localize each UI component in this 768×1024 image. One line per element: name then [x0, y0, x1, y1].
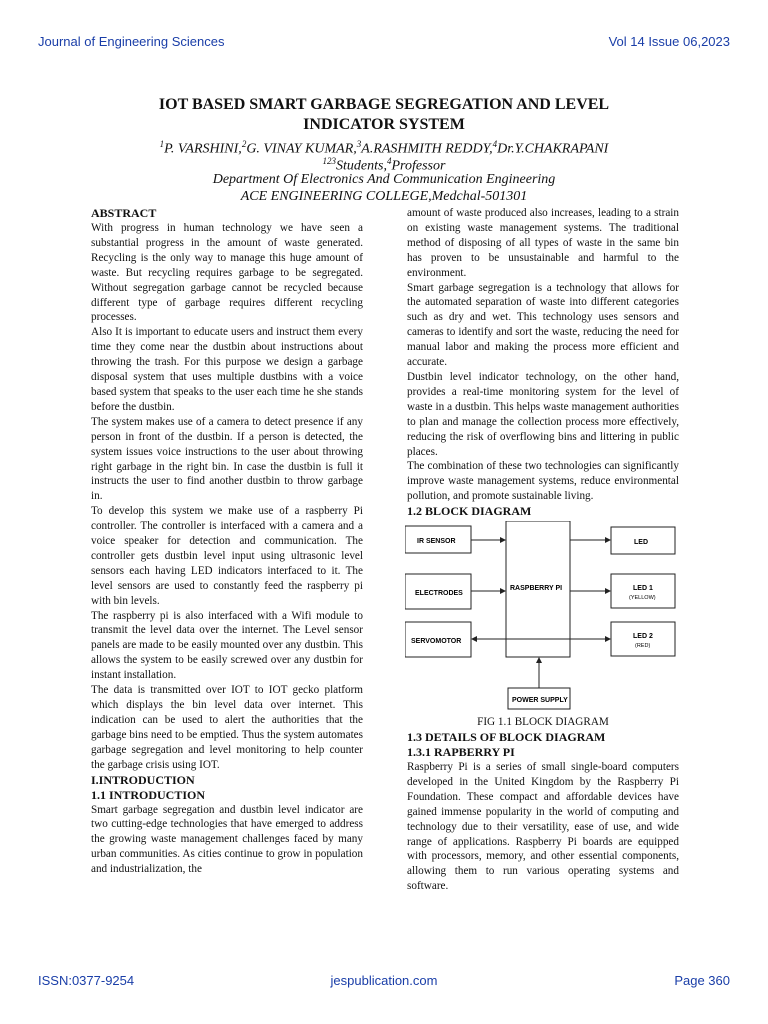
- power-supply-label: POWER SUPPLY: [512, 697, 568, 705]
- servomotor-label: SERVOMOTOR: [411, 638, 462, 646]
- journal-name: Journal of Engineering Sciences: [38, 34, 225, 49]
- abstract-paragraph-4: To develop this system we make use of a raspberry Pi controller. The controller is interfaced with a camera and a voice speaker for detection and communication. The controller gets dustbin level input using ultrasonic level sensors each having LED indicators interfaced to it. The level sensors are used to constantly feed the raspberry pi with bin levels.: [91, 505, 363, 607]
- author-2: G. VINAY KUMAR,: [246, 141, 357, 157]
- author-4-sup: 4: [492, 139, 498, 149]
- electrodes-label: ELECTRODES: [415, 590, 463, 598]
- ir-sensor-label: IR SENSOR: [417, 538, 456, 546]
- author-3-sup: 3: [356, 139, 362, 149]
- raspberry-pi-paragraph: Raspberry Pi is a series of small single-board computers developed in the United Kingdom by the Raspberry Pi Foundation. These compact and affordable devices have gained immense popularity in the world of computing and technology due to their versatility, ease of use, and wide range of applications. Raspberry Pi boards are equipped with processors, memory, and other essential components, allowing them to run various operating systems and software.: [407, 761, 679, 893]
- right-column: [407, 206, 679, 894]
- figure-caption: FIG 1.1 BLOCK DIAGRAM: [477, 716, 609, 729]
- introduction-subheading: 1.1 INTRODUCTION: [91, 787, 206, 802]
- professor-sup: 4: [387, 156, 392, 166]
- led2-label: LED 2: [633, 633, 653, 641]
- block-diagram: [405, 521, 679, 713]
- students-sup: 123: [322, 156, 337, 166]
- abstract-paragraph-6: The data is transmitted over IOT to IOT gecko platform which displays the bin level data over internet. This indication can be used to alert the authorities that the garbage bins need to be emptied. Thus the system automates garbage segregation and level monitoring to help counter the garbage crisis using IOT.: [91, 684, 363, 771]
- abstract-paragraph-5: The raspberry pi is also interfaced with a Wifi module to transmit the level data over the internet. The Level sensor panels are made to be easily mounted over any dustbin. This allows the system to be easily screwed over any dustbin for instant installation.: [91, 609, 363, 682]
- author-1-sup: 1: [159, 139, 165, 149]
- abstract-heading: ABSTRACT: [91, 206, 157, 220]
- level-indicator-paragraph: Dustbin level indicator technology, on the other hand, provides a real-time monitoring system for the level of waste in a dustbin. This helps waste management authorities to plan and manage the collection process more effectively, reducing the risk of overflowing bins and littering in public places.: [407, 370, 679, 458]
- author-3: A.RASHMITH REDDY,: [361, 141, 493, 157]
- led2-color-label: (RED): [635, 643, 651, 650]
- volume-issue: Vol 14 Issue 06,2023: [608, 34, 730, 49]
- left-column: [91, 206, 363, 877]
- author-2-sup: 2: [241, 139, 247, 149]
- paper-title-line-1: IOT BASED SMART GARBAGE SEGREGATION AND LEVEL: [158, 96, 610, 113]
- raspberry-pi-heading: 1.3.1 RAPBERRY PI: [407, 745, 515, 760]
- author-1: P. VARSHINI,: [164, 141, 242, 157]
- segregation-paragraph: Smart garbage segregation is a technology that allows for the automated separation of waste into different categories such as dry and wet. This technology uses sensors and cameras to identify and sort the waste, reducing the need for manual labor and making the process more efficient and accurate.: [407, 281, 679, 369]
- author-4: Dr.Y.CHAKRAPANI: [497, 141, 609, 157]
- paper-title-line-2: INDICATOR SYSTEM: [303, 116, 465, 133]
- led-label: LED: [634, 539, 648, 547]
- abstract-paragraph-3: The system makes use of a camera to detect presence if any person in front of the dustbin. If a person is detected, the system issues voice instructions to the user about throwing right garbage in the right bin. In case the dustbin is full it instructs the user to find another dustbin to throw garbage in.: [91, 415, 363, 503]
- introduction-paragraph: Smart garbage segregation and dustbin level indicator are two cutting-edge technologies that have emerged to address the growing waste management challenges faced by many urban communities. As cities continue to grow in population and industrialization, the: [91, 803, 363, 876]
- issn: ISSN:0377-9254: [38, 973, 135, 988]
- block-diagram-heading: 1.2 BLOCK DIAGRAM: [407, 504, 532, 519]
- combination-paragraph: The combination of these two technologies can significantly improve waste management systems, reduce environmental pollution, and promote sustainable living.: [407, 460, 679, 503]
- raspberry-pi-label: RASPBERRY PI: [510, 585, 563, 593]
- college: ACE ENGINEERING COLLEGE,Medchal-501301: [240, 189, 528, 204]
- page-number: Page 360: [674, 973, 730, 988]
- details-heading: 1.3 DETAILS OF BLOCK DIAGRAM: [407, 730, 606, 745]
- led1-color-label: (YELLOW): [629, 595, 656, 602]
- department: Department Of Electronics And Communication Engineering: [212, 172, 556, 187]
- publisher-site: jespublication.com: [330, 973, 438, 988]
- students-label: Students,: [336, 158, 387, 174]
- led1-label: LED 1: [633, 585, 653, 593]
- professor-label: Professor: [391, 158, 446, 174]
- intro-paragraph-continued: amount of waste produced also increases, leading to a strain on existing waste management systems. The traditional method of disposing of all types of waste in the same bin has proven to be unsustainable and harmful to the environment.: [407, 207, 679, 279]
- abstract-paragraph-2: Also It is important to educate users and instruct them every time they come near the dustbin about instructions about throwing the trash. For this purpose we design a garbage disposal system that uses multiple dustbins with a voice based system that speaks to the user each time he she stands before the dustbin.: [91, 326, 363, 413]
- abstract-paragraph-1: With progress in human technology we have seen a substantial progress in the amount of waste generated. Recycling is the only way to manage this huge amount of waste. But recycling requires garbage to be segregated. Without segregation garbage cannot be recycled because different type of garbage requires different recycling processes.: [91, 222, 363, 324]
- introduction-heading: I.INTRODUCTION: [91, 772, 195, 787]
